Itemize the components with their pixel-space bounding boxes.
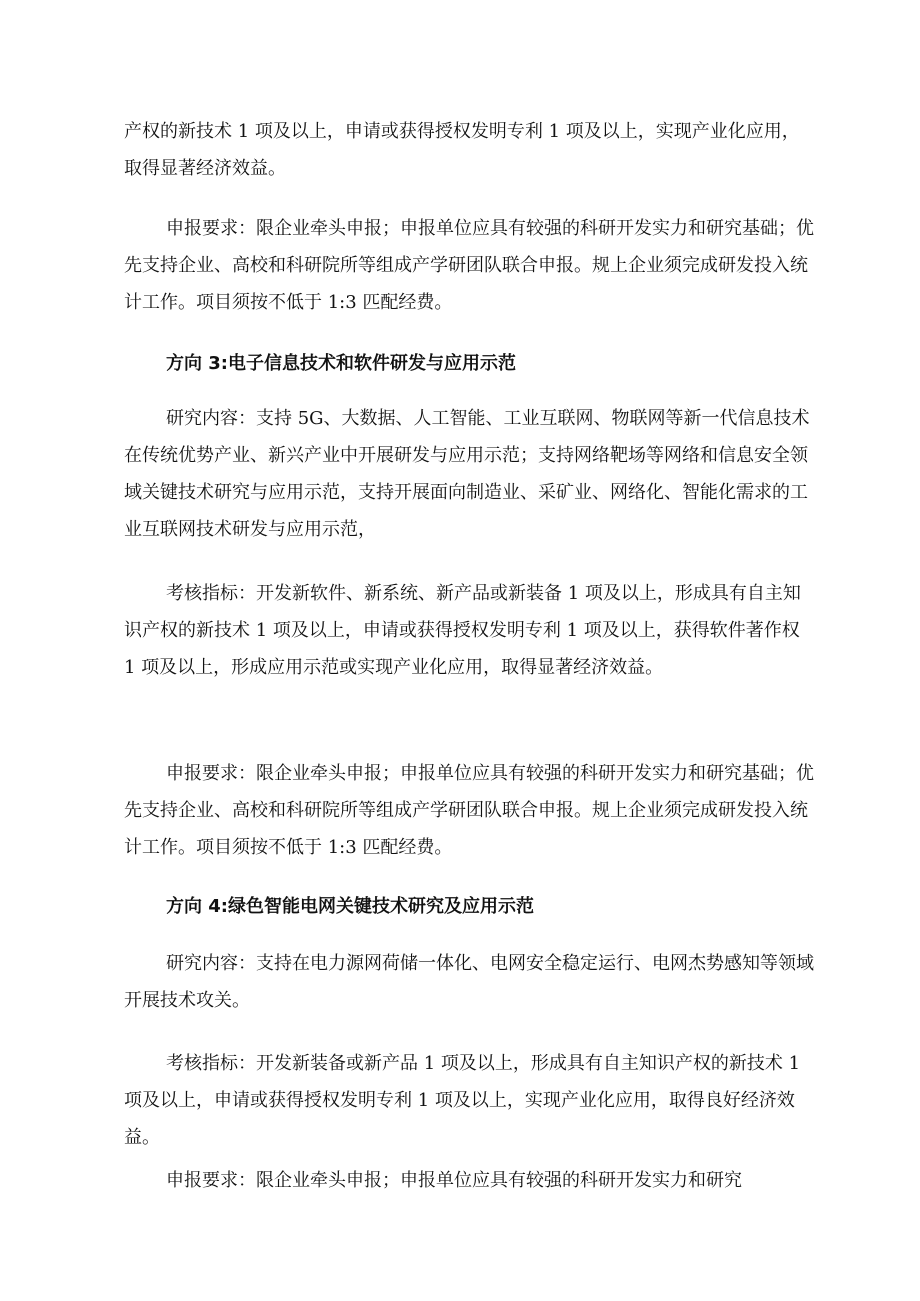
para-continuation: 产权的新技术 1 项及以上，申请或获得授权发明专利 1 项及以上，实现产业化应用，取得显著经济效益。	[124, 121, 800, 179]
para-apply-req-2: 申报要求：限企业牵头申报；申报单位应具有较强的科研开发实力和研究基础；优先支持企业、高校和科研院所等组成产学研团队联合申报。规上企业须完成研发投入统计工作。项目须按不低于 1:3 匹配经费。	[124, 218, 814, 313]
heading-direction-4: 方向 4:绿色智能电网关键技术研究及应用示范	[166, 896, 534, 917]
para-research-3: 研究内容：支持 5G、大数据、人工智能、工业互联网、物联网等新一代信息技术在传统优势产业、新兴产业中开展研发与应用示范；支持网络靶场等网络和信息安全领域关键技术研究与应用示范，支持开展面向制造业、采矿业、网络化、智能化需求的工业互联网技术研发与应用示范，	[124, 408, 810, 540]
para-research-4: 研究内容：支持在电力源网荷储一体化、电网安全稳定运行、电网杰势感知等领域开展技术攻关。	[124, 953, 814, 1011]
heading-direction-3: 方向 3:电子信息技术和软件研发与应用示范	[166, 353, 516, 374]
para-apply-req-3: 申报要求：限企业牵头申报；申报单位应具有较强的科研开发实力和研究基础；优先支持企业、高校和科研院所等组成产学研团队联合申报。规上企业须完成研发投入统计工作。项目须按不低于 1:3 匹配经费。	[124, 763, 814, 858]
para-apply-req-4: 申报要求：限企业牵头申报；申报单位应具有较强的科研开发实力和研究	[166, 1170, 742, 1191]
para-assess-4: 考核指标：开发新装备或新产品 1 项及以上，形成具有自主知识产权的新技术 1 项及以上，申请或获得授权发明专利 1 项及以上，实现产业化应用，取得良好经济效益。	[124, 1053, 801, 1148]
para-assess-3: 考核指标：开发新软件、新系统、新产品或新装备 1 项及以上，形成具有自主知识产权的新技术 1 项及以上，申请或获得授权发明专利 1 项及以上，获得软件著作权 1 项及以上，形成应用示范或实现产业化应用，取得显著经济效益。	[124, 583, 801, 678]
